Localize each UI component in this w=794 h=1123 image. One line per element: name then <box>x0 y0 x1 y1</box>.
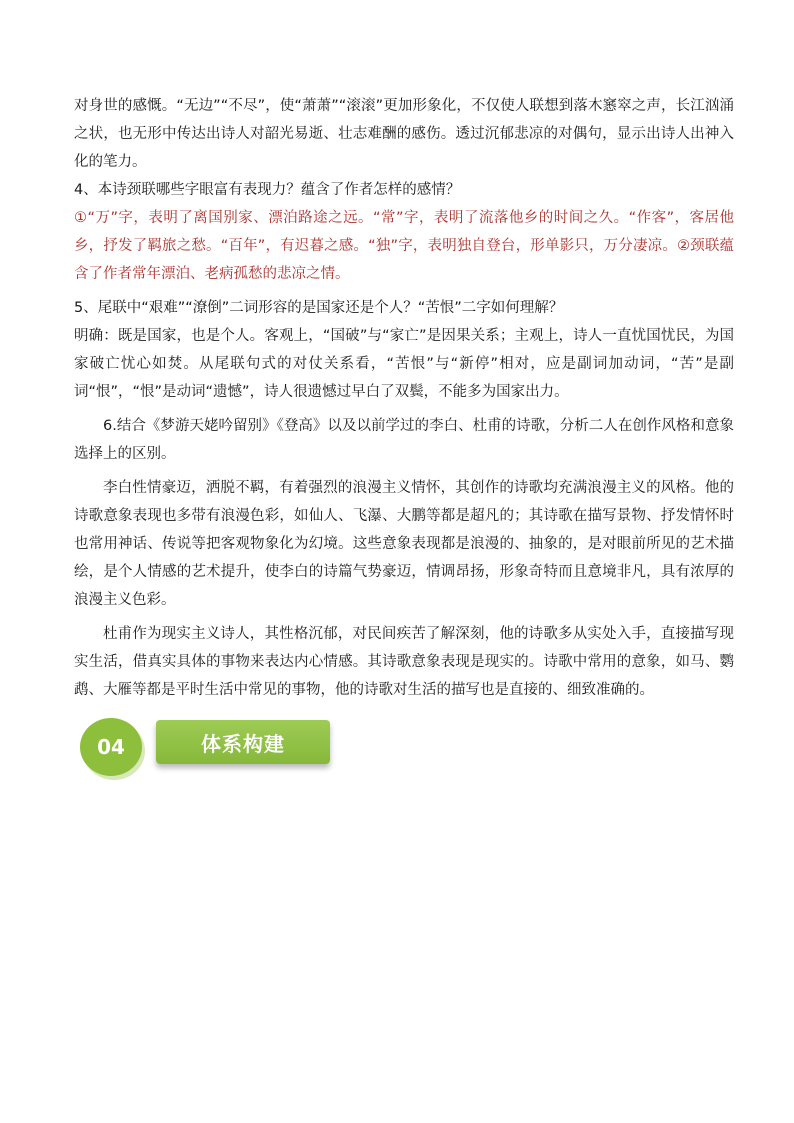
answer-5: 明确：既是国家，也是个人。客观上，“国破”与“家亡”是因果关系；主观上，诗人一直忧国忧民，为国家破亡忧心如焚。从尾联句式的对仗关系看，“苦恨”与“新停”相对，应是副词加动词，“苦”是副词“恨”，“恨”是动词“遗憾”，诗人很遗憾过早白了双鬓，不能多为国家出力。 <box>74 328 734 400</box>
question-6: 6.结合《梦游天姥吟留别》《登高》以及以前学过的李白、杜甫的诗歌，分析二人在创作风格和意象选择上的区别。 <box>74 418 734 462</box>
section-title: 体系构建 <box>156 720 330 764</box>
answer-6-li-bai: 李白性情豪迈，洒脱不羁，有着强烈的浪漫主义情怀，其创作的诗歌均充满浪漫主义的风格。他的诗歌意象表现也多带有浪漫色彩，如仙人、飞瀑、大鹏等都是超凡的；其诗歌在描写景物、抒发情怀时也常用神话、传说等把客观物象化为幻境。这些意象表现都是浪漫的、抽象的，是对眼前所见的艺术描绘，是个人情感的艺术提升，使李白的诗篇气势豪迈，情调昂扬，形象奇特而且意境非凡，具有浓厚的浪漫主义色彩。 <box>74 480 734 608</box>
document-body <box>74 92 734 704</box>
section-number-badge: 04 <box>80 718 142 776</box>
answer-6-du-fu: 杜甫作为现实主义诗人，其性格沉郁，对民间疾苦了解深刻，他的诗歌多从实处入手，直接描写现实生活，借真实具体的事物来表达内心情感。其诗歌意象表现是现实的。诗歌中常用的意象，如马、鹦鹉、大雁等都是平时生活中常见的事物，他的诗歌对生活的描写也是直接的、细致准确的。 <box>74 626 734 698</box>
answer-4: ①“万”字，表明了离国别家、漂泊路途之远。“常”字，表明了流落他乡的时间之久。“作客”，客居他乡，抒发了羁旅之愁。“百年”，有迟暮之感。“独”字，表明独自登台，形单影只，万分凄凉。②颈联蕴含了作者常年漂泊、老病孤愁的悲凉之情。 <box>74 210 734 282</box>
question-5: 5、尾联中“艰难”“潦倒”二词形容的是国家还是个人？“苦恨”二字如何理解？ <box>74 300 564 316</box>
section-header <box>80 714 340 778</box>
paragraph-intro: 对身世的感慨。“无边”“不尽”，使“萧萧”“滚滚”更加形象化，不仅使人联想到落木窸窣之声，长江汹涌之状，也无形中传达出诗人对韶光易逝、壮志难酬的感伤。透过沉郁悲凉的对偶句，显示出诗人出神入化的笔力。 <box>74 98 734 170</box>
question-4: 4、本诗颈联哪些字眼富有表现力？蕴含了作者怎样的感情？ <box>74 182 461 198</box>
